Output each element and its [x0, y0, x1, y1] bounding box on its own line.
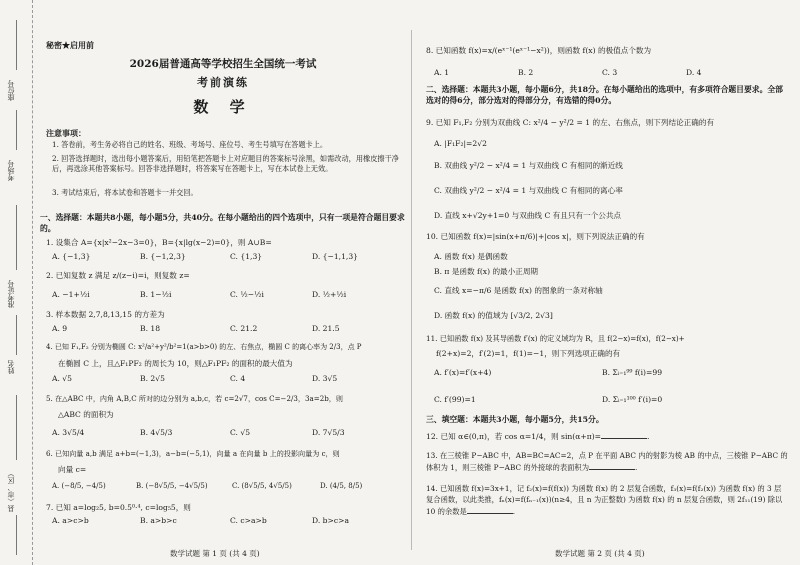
option: A. √5 — [52, 374, 72, 383]
option: B. 4√5/3 — [140, 428, 173, 437]
binding-name-label: 姓名 — [7, 360, 15, 374]
option: B. a>b>c — [140, 516, 177, 525]
question-9-option-c: C. 双曲线 y²/2 − x²/4 = 1 与双曲线 C 有相同的离心率 — [434, 186, 623, 195]
option: A. {−1,3} — [52, 252, 91, 261]
question-7-stem: 7. 已知 a=log₂5, b=0.5⁰·⁴, c=log₅5，则 — [46, 503, 191, 512]
question-6-stem-cont: 向量 c= — [58, 465, 87, 474]
footer-right: 数学试题 第 2 页 (共 4 页) — [555, 549, 645, 558]
question-14-stem: 14. 已知函数 f(x)=3x+1，记 f₂(x)=f(f(x)) 为函数 f(x) 的 2 层复合函数，f₃(x)=f(f₂(x)) 为函数 f(x) 的 3 层复合函数，以此类推，fₙ(x)=f(fₙ₋₁(x))(n≥4，且 n 为正整数) 为函数 f(x) 的 n 层复合函数，则 2f₁₁(19) 除以 10 的余数是 . — [426, 484, 783, 516]
question-8-stem: 8. 已知函数 f(x)=x/(eˣ⁻¹(eˣ⁻¹−x²))，则函数 f(x) 的极值点个数为 — [426, 46, 652, 55]
option: C. c>a>b — [230, 516, 267, 525]
secret-mark: 秘密★启用前 — [46, 40, 94, 50]
option: B. 2√5 — [140, 374, 165, 383]
binding-line — [16, 395, 17, 460]
question-1-stem: 1. 设集合 A={x|x²−2x−3=0}，B={x|lg(x−2)=0}，则 A∪B= — [46, 238, 272, 247]
question-4-stem: 4. 已知 F₁,F₂ 分别为椭圆 C: x²/a²+y²/b²=1(a>b>0) 的左、右焦点，椭圆 C 的离心率为 2/3，点 P — [46, 343, 362, 351]
question-2-stem: 2. 已知复数 z 满足 z/(z−i)=i，则复数 z= — [46, 271, 190, 280]
footer-left: 数学试题 第 1 页 (共 4 页) — [170, 549, 260, 558]
question-11-stem-cont: f(2+x)=2，f′(2)=1，f(1)=−1，则下列选项正确的有 — [436, 349, 621, 358]
question-9-option-b: B. 双曲线 y²/2 − x²/4 = 1 与双曲线 C 有相同的渐近线 — [434, 161, 623, 170]
option: B. 2 — [518, 68, 534, 77]
option: D. (4/5, 8/5) — [320, 482, 363, 490]
subject-title: 数 学 — [193, 98, 253, 116]
question-13-stem: 13. 在三棱锥 P−ABC 中，AB=BC=AC=2，点 P 在平面 ABC 内的射影为棱 AB 的中点，三棱锥 P−ABC 的体积为 1，则三棱锥 P−ABC 的外接球的表面积为 . — [426, 451, 788, 472]
option: D. b>c>a — [312, 516, 350, 525]
notice-heading: 注意事项： — [46, 128, 86, 138]
option: C. ½−½i — [230, 290, 264, 299]
option: B. Σᵢ₌₁⁹⁹ f(i)=99 — [602, 368, 663, 377]
notice-item: 1. 答卷前，考生务必将自己的姓名、班级、考场号、座位号、考生号填写在答题卡上。 — [52, 140, 328, 149]
option: A. −1+½i — [52, 290, 90, 299]
option: D. {−1,1,3} — [312, 252, 358, 261]
column-divider — [411, 30, 412, 550]
question-9-option-a: A. |F₁F₂|=2√2 — [434, 139, 487, 148]
notice-item: 2. 回答选择题时，选出每小题答案后，用铅笔把答题卡上对应题目的答案标号涂黑，如需改动，用橡皮擦干净后，再选涂其他答案标号。回答非选择题时，将答案写在答题卡上，写在本试卷上无效。 — [52, 154, 399, 173]
option: A. 9 — [52, 324, 68, 333]
notice-item: 3. 考试结束后，将本试卷和答题卡一并交回。 — [52, 188, 198, 197]
question-14-text: 14. 已知函数 f(x)=3x+1，记 f₂(x)=f(f(x)) 为函数 f(x) 的 2 层复合函数，f₃(x)=f(f₂(x)) 为函数 f(x) 的 3 层复合函数，以此类推，fₙ(x)=f(fₙ₋₁(x))(n≥4，且 n 为正整数) 为函数 f(x) 的 n 层复合函数，则 2f₁₁(19) 除以 10 的余数是 — [426, 484, 783, 516]
question-6-stem: 6. 已知向量 a,b 满足 a+b=(−1,3)，a−b=(−5,1)，向量 a 在向量 b 上的投影向量为 c，则 — [46, 449, 340, 458]
binding-line — [16, 205, 17, 270]
exam-subtitle: 考前演练 — [197, 76, 249, 89]
option: D. 4 — [686, 68, 702, 77]
answer-blank — [467, 505, 513, 514]
question-13-text: 13. 在三棱锥 P−ABC 中，AB=BC=AC=2，点 P 在平面 ABC 内的射影为棱 AB 的中点，三棱锥 P−ABC 的体积为 1，则三棱锥 P−ABC 的外接球的表面积为 — [426, 451, 788, 472]
question-5-stem: 5. 在△ABC 中，内角 A,B,C 所对的边分别为 a,b,c，若 c=2√7，cos C=−2/3，3a=2b，则 — [46, 394, 343, 403]
question-9-stem: 9. 已知 F₁,F₂ 分别为双曲线 C: x²/4 − y²/2 = 1 的左、右焦点，则下列结论正确的有 — [426, 118, 715, 127]
option: C. 3 — [602, 68, 618, 77]
binding-seat-label: 座位号 — [7, 80, 15, 101]
section-3-heading: 三、填空题：本题共3小题，每小题5分，共15分。 — [426, 415, 604, 424]
option: B. 18 — [140, 324, 161, 333]
section-1-heading: 一、选择题：本题共8小题，每小题5分，共40分。在每小题给出的四个选项中，只有一项是符合题目要求的。 — [40, 213, 405, 233]
binding-line — [16, 110, 17, 150]
option: C. f′(99)=1 — [434, 395, 476, 404]
option: C. 4 — [230, 374, 246, 383]
binding-line — [16, 515, 17, 555]
option: A. 1 — [434, 68, 450, 77]
option: C. (8√5/5, 4√5/5) — [232, 482, 292, 490]
option: B. {−1,2,3} — [140, 252, 186, 261]
question-3-stem: 3. 样本数据 2,7,8,13,15 的方差为 — [46, 310, 165, 319]
question-11-stem: 11. 已知函数 f(x) 及其导函数 f′(x) 的定义域均为 R，且 f(2−x)=f(x)，f(2−x)+ — [426, 334, 685, 343]
question-10-option-d: D. 函数 f(x) 的值域为 [√3/2, 2√3] — [434, 311, 553, 320]
question-10-option-c: C. 直线 x=−π/6 是函数 f(x) 的图象的一条对称轴 — [434, 286, 603, 295]
binding-line — [16, 20, 17, 70]
option: B. (−8√5/5, −4√5/5) — [136, 482, 208, 490]
option: A. f′(x)=f′(x+4) — [434, 368, 492, 377]
option: D. ½+½i — [312, 290, 347, 299]
option: C. 21.2 — [230, 324, 258, 333]
binding-margin — [0, 0, 33, 565]
option: A. a>c>b — [52, 516, 89, 525]
question-12-stem: 12. 已知 α∈(0,π)，若 cos α=1/4，则 sin(α+π)= . — [426, 432, 650, 441]
question-5-stem-cont: △ABC 的面积为 — [58, 410, 114, 419]
question-10-option-b: B. π 是函数 f(x) 的最小正周期 — [434, 267, 539, 276]
option: D. 7√5/3 — [312, 428, 345, 437]
option: D. 21.5 — [312, 324, 340, 333]
question-9-option-d: D. 直线 x+√2y+1=0 与双曲线 C 有且只有一个公共点 — [434, 211, 622, 220]
section-2-heading: 二、选择题：本题共3小题，每小题6分，共18分。在每小题给出的选项中，有多项符合题目要求。全部选对的得6分，部分选对的得部分分，有选错的得0分。 — [426, 85, 783, 105]
answer-blank — [601, 430, 647, 439]
option: C. √5 — [230, 428, 251, 437]
question-4-stem-cont: 在椭圆 C 上，且△F₁PF₂ 的周长为 10，则△F₁PF₂ 的面积的最大值为 — [58, 359, 293, 368]
question-10-stem: 10. 已知函数 f(x)=|sin(x+π/6)|+|cos x|，则下列说法正确的有 — [426, 232, 645, 241]
question-12-text: 12. 已知 α∈(0,π)，若 cos α=1/4，则 sin(α+π)= — [426, 432, 602, 441]
option: B. 1−½i — [140, 290, 172, 299]
option: A. (−8/5, −4/5) — [52, 482, 106, 490]
answer-blank — [589, 461, 635, 470]
option: D. 3√5 — [312, 374, 338, 383]
option: C. {1,3} — [230, 252, 263, 261]
exam-title: 2026届普通高等学校招生全国统一考试 — [129, 58, 317, 70]
option: D. Σᵢ₌₁¹⁰⁰ f′(i)=0 — [602, 395, 663, 404]
binding-ticket-label: 准考证号 — [7, 280, 15, 308]
binding-exam-no-label: 考场号 — [7, 160, 15, 181]
option: A. 3√5/4 — [52, 428, 85, 437]
binding-line — [16, 315, 17, 355]
question-10-option-a: A. 函数 f(x) 是偶函数 — [434, 252, 508, 261]
binding-school-label: 县（市、区） — [7, 470, 15, 512]
